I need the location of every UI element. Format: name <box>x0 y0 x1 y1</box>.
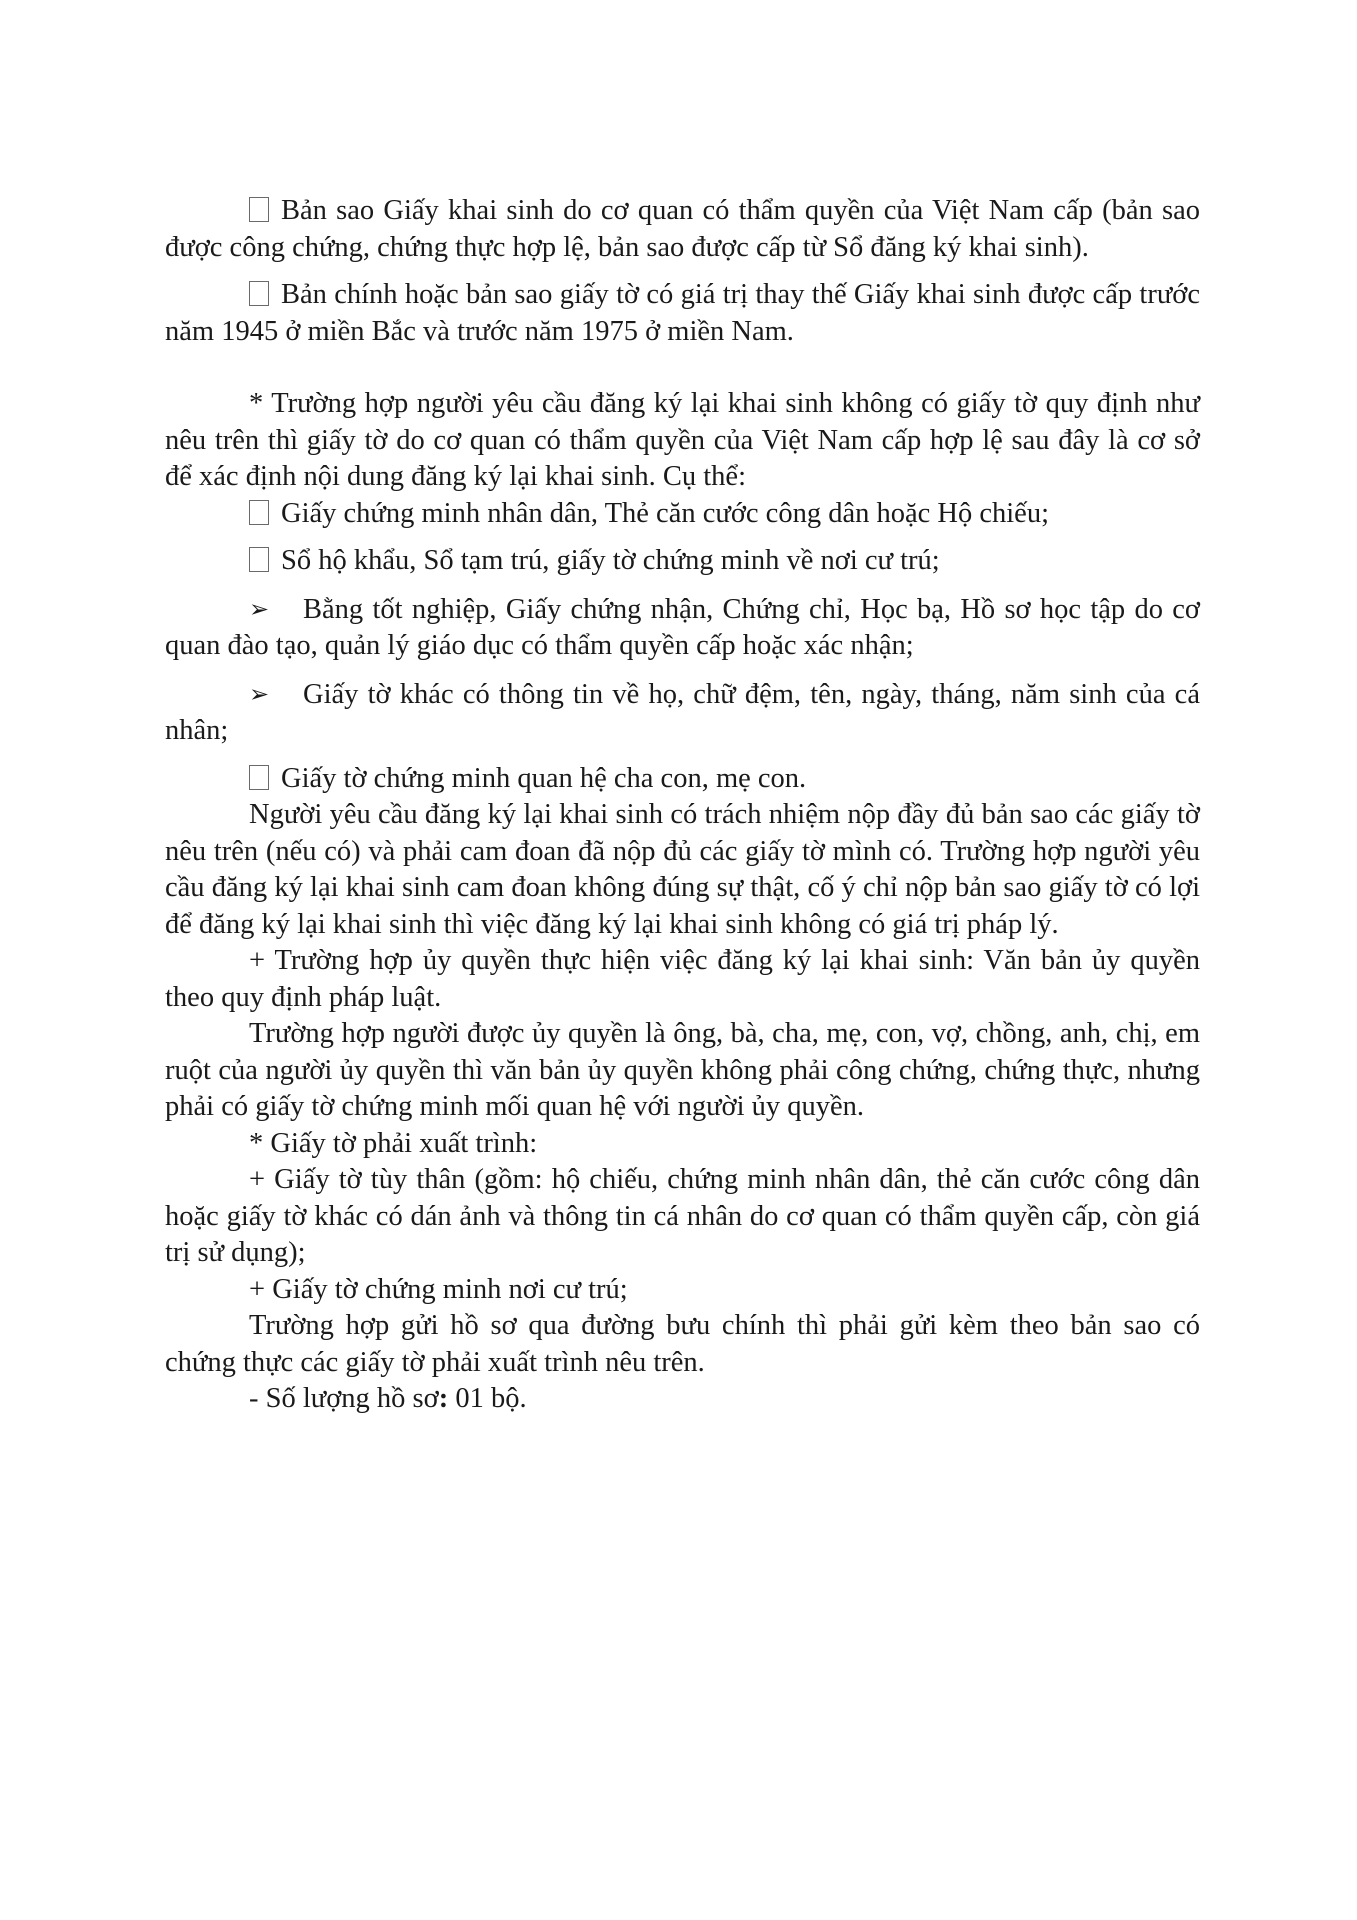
paragraph-residence-proof: + Giấy tờ chứng minh nơi cư trú; <box>249 1273 628 1305</box>
paragraph-text: Giấy chứng minh nhân dân, Thẻ căn cước công dân hoặc Hộ chiếu; <box>281 497 1049 529</box>
paragraph-birth-cert-copy <box>165 193 1200 266</box>
paragraph-authorized-relative: Trường hợp người được ủy quyền là ông, bà, cha, mẹ, con, vợ, chồng, anh, chị, em ruột của người ủy quyền thì văn bản ủy quyền không phải công chứng, chứng thực, nhưng phải có giấy tờ chứng minh mối quan hệ với người ủy quyền. <box>165 1018 1200 1122</box>
paragraph-text: Giấy tờ khác có thông tin về họ, chữ đệm, tên, ngày, tháng, năm sinh của cá nhân; <box>165 678 1200 746</box>
paragraph-authorization: + Trường hợp ủy quyền thực hiện việc đăng ký lại khai sinh: Văn bản ủy quyền theo quy định pháp luật. <box>165 945 1200 1013</box>
paragraph-parent-relation <box>165 761 1200 798</box>
paragraph-text: Sổ hộ khẩu, Sổ tạm trú, giấy tờ chứng minh về nơi cư trú; <box>281 545 940 576</box>
dossier-quantity-colon: : <box>438 1383 449 1414</box>
arrow-bullet-icon: ➢ <box>249 594 270 623</box>
paragraph-text: Bản chính hoặc bản sao giấy tờ có giá trị thay thế Giấy khai sinh được cấp trước năm 1945 ở miền Bắc và trước năm 1975 ở miền Nam. <box>165 279 1200 347</box>
paragraph-requester-responsibility: Người yêu cầu đăng ký lại khai sinh có trách nhiệm nộp đầy đủ bản sao các giấy tờ nêu trên (nếu có) và phải cam đoan đã nộp đủ các giấy tờ mình có. Trường hợp người yêu cầu đăng ký lại khai sinh cam đoan không đúng sự thật, cố ý chỉ nộp bản sao giấy tờ có lợi để đăng ký lại khai sinh thì việc đăng ký lại khai sinh không có giá trị pháp lý. <box>165 799 1200 940</box>
paragraph-no-documents-case: * Trường hợp người yêu cầu đăng ký lại khai sinh không có giấy tờ quy định như nêu trên thì giấy tờ do cơ quan có thẩm quyền của Việt Nam cấp hợp lệ sau đây là cơ sở để xác định nội dung đăng ký lại khai sinh. Cụ thể: <box>165 388 1200 492</box>
paragraph-identity-documents: + Giấy tờ tùy thân (gồm: hộ chiếu, chứng minh nhân dân, thẻ căn cước công dân hoặc giấy tờ khác có dán ảnh và thông tin cá nhân do cơ quan có thẩm quyền cấp, còn giá trị sử dụng); <box>165 1164 1200 1268</box>
paragraph-text: Giấy tờ chứng minh quan hệ cha con, mẹ con. <box>281 762 807 794</box>
box-bullet-icon <box>249 197 269 222</box>
paragraph-id-card <box>165 496 1200 533</box>
paragraph-dossier-quantity <box>165 1381 1200 1418</box>
paragraph-household-book <box>165 543 1200 580</box>
paragraph-documents-to-present: * Giấy tờ phải xuất trình: <box>249 1127 538 1159</box>
box-bullet-icon <box>249 500 269 525</box>
dossier-quantity-label: - Số lượng hồ sơ <box>249 1383 439 1414</box>
paragraph-text: Bản sao Giấy khai sinh do cơ quan có thẩm quyền của Việt Nam cấp (bản sao được công chứng, chứng thực hợp lệ, bản sao được cấp từ Sổ đăng ký khai sinh). <box>165 195 1200 263</box>
document-page <box>165 193 1200 1418</box>
paragraph-text: Bằng tốt nghiệp, Giấy chứng nhận, Chứng chỉ, Học bạ, Hồ sơ học tập do cơ quan đào tạo, quản lý giáo dục có thẩm quyền cấp hoặc xác nhận; <box>165 593 1200 661</box>
paragraph-postal-submission: Trường hợp gửi hồ sơ qua đường bưu chính thì phải gửi kèm theo bản sao có chứng thực các giấy tờ phải xuất trình nêu trên. <box>165 1310 1200 1378</box>
paragraph-other-documents <box>165 676 1200 750</box>
dossier-quantity-value: 01 bộ. <box>448 1383 527 1414</box>
arrow-bullet-icon: ➢ <box>249 679 270 708</box>
box-bullet-icon <box>249 547 269 572</box>
box-bullet-icon <box>249 765 269 790</box>
paragraph-diploma <box>165 591 1200 665</box>
paragraph-original-or-copy <box>165 277 1200 350</box>
box-bullet-icon <box>249 281 269 306</box>
